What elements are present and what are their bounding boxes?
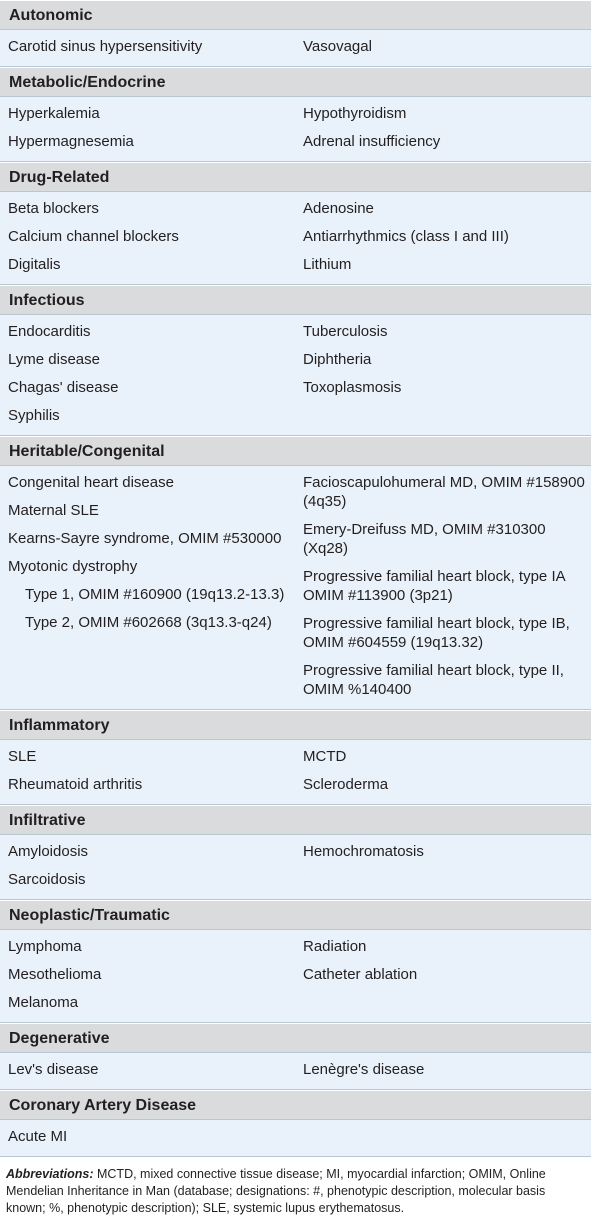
sub-list-item: Type 1, OMIM #160900 (19q13.2-13.3) [25,586,285,603]
list-item: Hyperkalemia [8,105,100,122]
left-column [0,33,294,61]
section-header-metabolic-endocrine: Metabolic/Endocrine [0,67,591,96]
section-header-infectious: Infectious [0,285,591,314]
list-item: Lev's disease [8,1061,99,1078]
right-column [294,195,591,279]
list-item: Catheter ablation [303,966,418,983]
section-body-neoplastic-traumatic [0,929,591,1023]
section-body-drug-related [0,191,591,285]
list-item: Sarcoidosis [8,871,86,888]
list-item: Vasovagal [303,38,372,55]
left-column [0,1056,294,1084]
list-item: Lyme disease [8,351,100,368]
right-column [294,838,591,894]
list-item: Melanoma [8,994,79,1011]
list-item: Kearns-Sayre syndrome, OMIM #530000 [8,530,282,547]
list-item: Chagas' disease [8,379,119,396]
list-item: Lithium [303,256,352,273]
right-column [294,1056,591,1084]
section-body-coronary-artery-disease [0,1119,591,1157]
list-item: Tuberculosis [303,323,388,340]
list-item: Acute MI [8,1128,68,1145]
list-item: Endocarditis [8,323,91,340]
section-body-autonomic [0,29,591,67]
list-item: Scleroderma [303,776,389,793]
section-header-infiltrative: Infiltrative [0,805,591,834]
right-column [294,933,591,1017]
list-item: Beta blockers [8,200,99,217]
left-column [0,318,294,430]
list-item: Antiarrhythmics (class I and III) [303,228,509,245]
list-item: Adrenal insufficiency [303,133,441,150]
section-header-inflammatory: Inflammatory [0,710,591,739]
section-header-autonomic: Autonomic [0,0,591,29]
list-item: Syphilis [8,407,60,424]
list-item: Amyloidosis [8,843,89,860]
list-item: Rheumatoid arthritis [8,776,143,793]
right-column [294,469,591,704]
list-item: Progressive familial heart block, type II, OMIM %140400 [303,662,564,698]
list-item: Calcium channel blockers [8,228,179,245]
list-item: Mesothelioma [8,966,102,983]
list-item: Hypermagnesemia [8,133,134,150]
abbreviations-footnote [0,1157,591,1217]
list-item: Facioscapulohumeral MD, OMIM #158900 (4q35) [303,474,585,510]
left-column [0,100,294,156]
list-item: Myotonic dystrophy [8,558,138,575]
section-header-heritable-congenital: Heritable/Congenital [0,436,591,465]
left-column [0,195,294,279]
list-item: Carotid sinus hypersensitivity [8,38,203,55]
section-body-metabolic-endocrine [0,96,591,162]
list-item: Radiation [303,938,367,955]
list-item: Digitalis [8,256,61,273]
list-item: Emery-Dreifuss MD, OMIM #310300 (Xq28) [303,521,546,557]
list-item: Progressive familial heart block, type IB, OMIM #604559 (19q13.32) [303,615,570,651]
left-column [0,838,294,894]
right-column [294,743,591,799]
left-column [0,933,294,1017]
section-body-heritable-congenital [0,465,591,710]
section-header-degenerative: Degenerative [0,1023,591,1052]
section-body-degenerative [0,1052,591,1090]
list-item: SLE [8,748,37,765]
left-column [0,743,294,799]
abbreviations-text: MCTD, mixed connective tissue disease; MI, myocardial infarction; OMIM, Online Mendelian Inheritance in Man (database; designations: #, phenotypic description, molecular basis known; %, phenotypic description); SLE, systemic lupus erythematosus. [6,1167,546,1215]
list-item: Maternal SLE [8,502,99,519]
section-body-infectious [0,314,591,436]
section-body-inflammatory [0,739,591,805]
section-header-neoplastic-traumatic: Neoplastic/Traumatic [0,900,591,929]
section-header-coronary-artery-disease: Coronary Artery Disease [0,1090,591,1119]
list-item: Diphtheria [303,351,372,368]
left-column [0,469,294,704]
list-item: Progressive familial heart block, type IA OMIM #113900 (3p21) [303,568,565,604]
list-item: Hemochromatosis [303,843,424,860]
right-column [294,33,591,61]
list-item: MCTD [303,748,347,765]
list-item: Hypothyroidism [303,105,407,122]
abbreviations-label: Abbreviations: [6,1167,94,1181]
sub-list-item: Type 2, OMIM #602668 (3q13.3-q24) [25,614,272,631]
list-item: Congenital heart disease [8,474,174,491]
list-item: Lenègre's disease [303,1061,425,1078]
list-item: Toxoplasmosis [303,379,402,396]
section-header-drug-related: Drug-Related [0,162,591,191]
right-column [294,318,591,430]
list-item: Adenosine [303,200,374,217]
list-item: Lymphoma [8,938,82,955]
section-body-infiltrative [0,834,591,900]
right-column [294,100,591,156]
